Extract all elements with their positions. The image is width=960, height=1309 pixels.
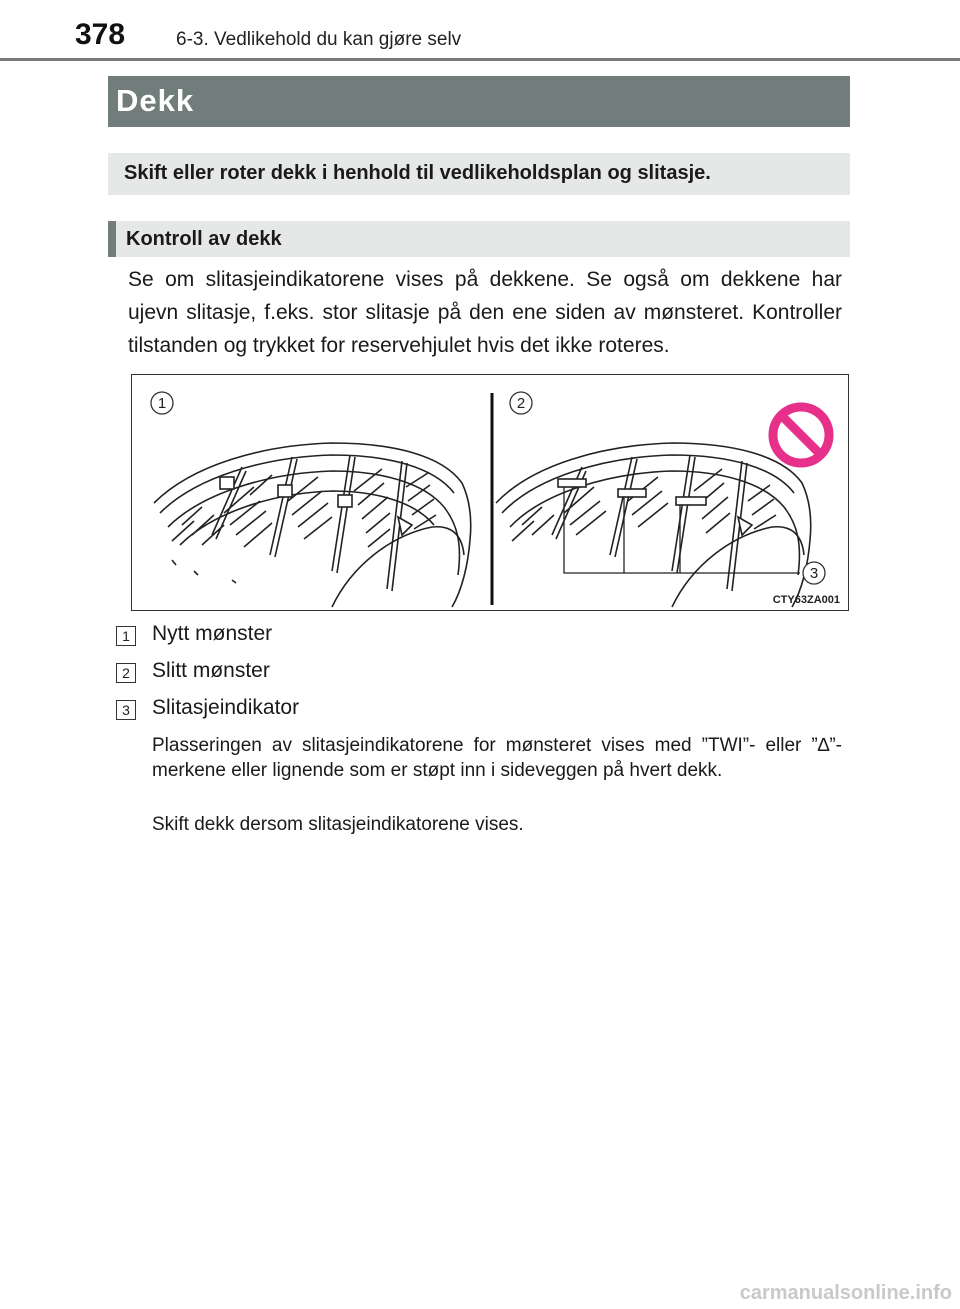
callout-2 — [510, 392, 532, 414]
legend-number: 3 — [116, 700, 136, 720]
new-tread-tire-icon — [154, 443, 471, 607]
legend-label: Nytt mønster — [152, 622, 273, 645]
tire-illustration — [131, 374, 849, 611]
callout-3-label: 3 — [809, 565, 819, 582]
replace-tire-note: Skift dekk dersom slitasjeindikatorene vises. — [152, 814, 524, 835]
legend-number: 2 — [116, 663, 136, 683]
subsection-title: Kontroll av dekk — [126, 228, 282, 250]
summary-box — [108, 153, 850, 195]
legend-item — [116, 657, 846, 693]
section-title: Dekk — [116, 83, 195, 118]
figure-legend — [116, 620, 846, 731]
legend-label: Slitt mønster — [152, 659, 270, 682]
worn-tread-tire-icon — [496, 443, 811, 607]
section-banner — [108, 76, 850, 127]
subsection-heading-bar — [108, 221, 116, 257]
legend-label: Slitasjeindikator — [152, 696, 300, 719]
callout-1-label: 1 — [157, 395, 167, 412]
callout-1 — [151, 392, 173, 414]
callout-2-label: 2 — [516, 395, 526, 412]
legend-item — [116, 620, 846, 656]
page-number: 378 — [75, 18, 126, 51]
callout-3 — [803, 562, 825, 584]
watermark: carmanualsonline.info — [739, 1282, 952, 1304]
subsection-heading — [108, 221, 850, 257]
figure-code: CTY63ZA001 — [772, 594, 840, 606]
summary-text: Skift eller roter dekk i henhold til vedlikeholdsplan og slitasje. — [124, 162, 711, 184]
legend-item — [116, 694, 846, 730]
prohibition-icon — [773, 407, 829, 463]
legend-number: 1 — [116, 626, 136, 646]
indicator-placement-note: Plasseringen av slitasjeindikatorene for mønsteret vises med ”TWI”- eller ”∆”-merkene eller lignende som er støpt inn i sideveggen på hvert dekk. — [152, 735, 842, 781]
body-paragraph: Se om slitasjeindikatorene vises på dekkene. Se også om dekkene har ujevn slitasje, f.eks. stor slitasje på den ene siden av mønsteret. Kontroller tilstanden og trykket for reservehjulet hvis det ikke roteres. — [128, 268, 842, 357]
chapter-title: 6-3. Vedlikehold du kan gjøre selv — [176, 29, 462, 50]
tire-illustration-svg — [132, 375, 850, 612]
page-header — [0, 0, 960, 60]
header-divider — [0, 58, 960, 61]
